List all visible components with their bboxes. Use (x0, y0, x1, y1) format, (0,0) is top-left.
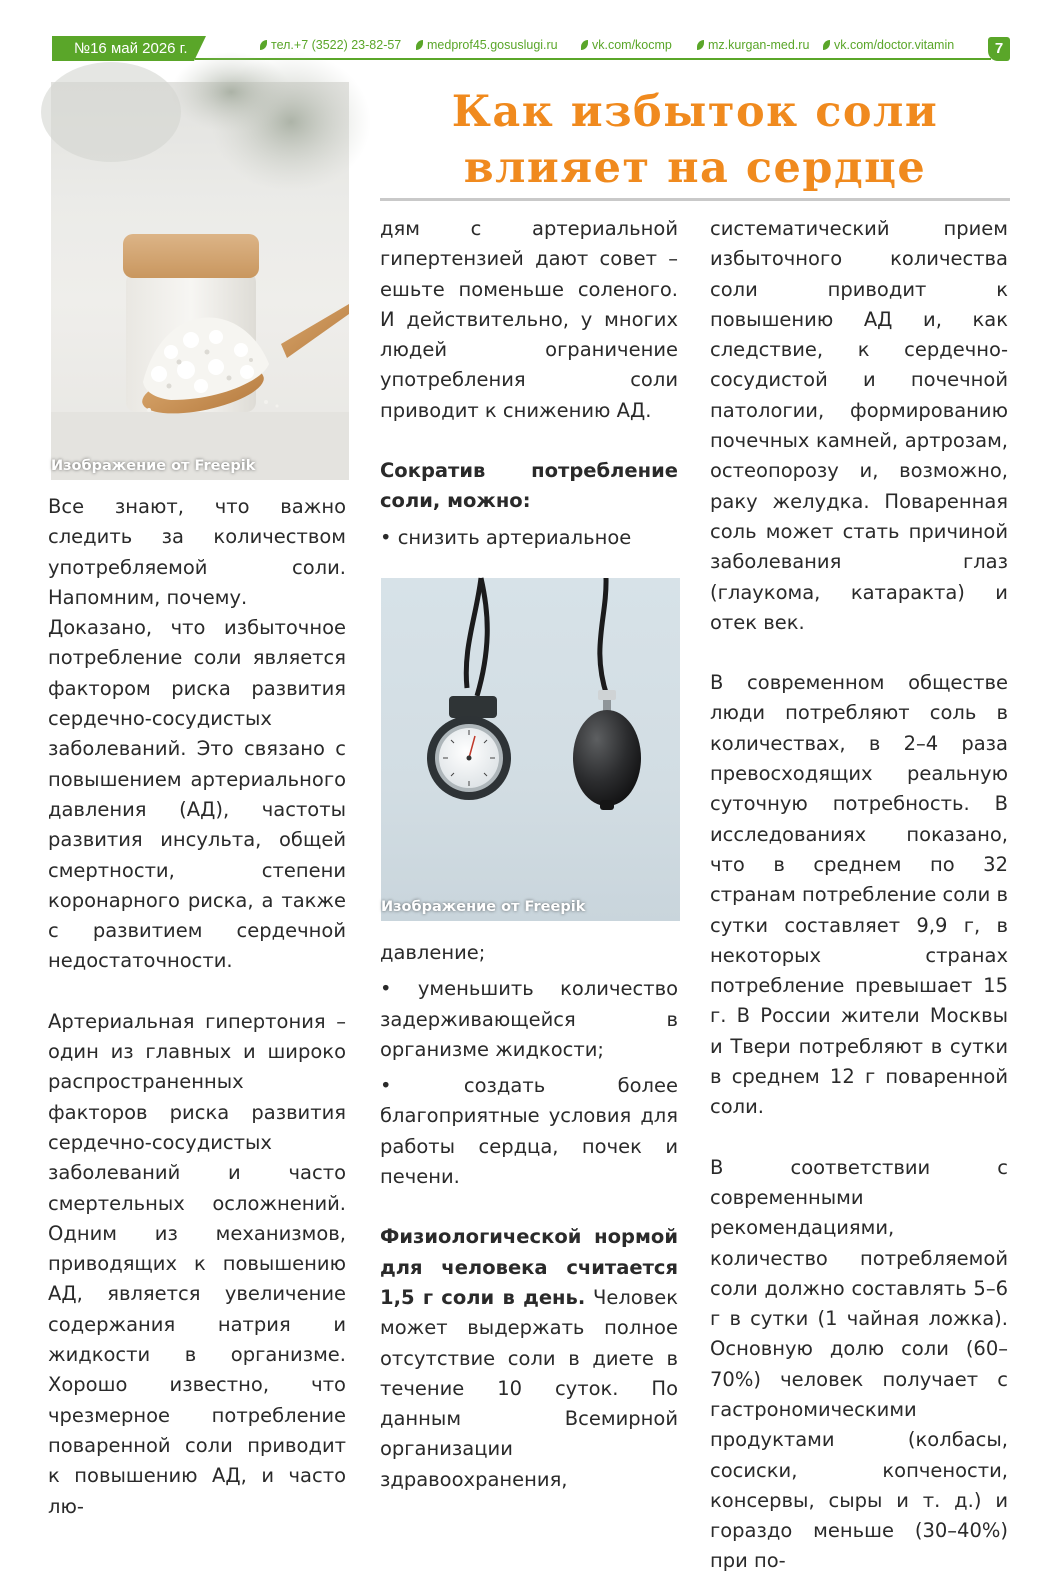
article-column-2-bottom (380, 938, 678, 1495)
header-link-vk-kocmp[interactable]: vk.com/kocmp (581, 38, 672, 52)
paragraph (380, 1222, 678, 1495)
paragraph: Доказано, что избыточное потребление соли является фактором риска развития сердечно-сосудистых заболеваний. Это связано с повышением артериального давления (АД), частоты развития инсульта, общей смертности, степени коронарного риска, а также с развитием сердечной недостаточности. (48, 616, 346, 973)
paragraph: дям с артериальной гипертензией дают совет – ешьте поменьше соленого. И действительно, у многих людей ограничение употребления соли приводит к снижению АД. (380, 217, 678, 422)
salt-spoon-illustration (51, 82, 349, 480)
norm-statement: Физиологической нормой для человека считается 1,5 г соли в день. (380, 1225, 678, 1309)
article-column-3 (710, 214, 1008, 1577)
header-link-vk-doctor[interactable]: vk.com/doctor.vitamin (823, 38, 954, 52)
leaf-icon (581, 40, 588, 50)
paragraph: Артериальная гипертония – один из главных и широко распространенных факторов риска развития сердечно-сосудистых заболеваний и часто смертельных осложнений. Одним из механизмов, приводящих к повышению АД, является увеличение содержания натрия и жидкости в организме. Хорошо известно, что чрезмерное потребление поваренной соли приводит к повышению АД, и часто лю- (48, 1009, 346, 1518)
section-heading: Сократив потребление соли, можно: (380, 459, 678, 513)
paragraph: В современном обществе люди потребляют соль в количествах, в 2–4 раза превосходящих реальную суточную потребность. В исследованиях показано, что в среднем по 32 странам потребление соли в сутки составляет 9,9 г, в некоторых странах потребление превышает 15 г. В России жители Москвы и Твери потребляют в сутки в среднем 12 г поваренной соли. (710, 671, 1009, 1119)
header-link-medprof[interactable]: medprof45.gosuslugi.ru (416, 38, 558, 52)
bullet-item: • уменьшить количество задерживающейся в организме жидкости; (380, 977, 678, 1061)
norm-continuation: Человек может выдержать полное отсутствие соли в диете в течение 10 суток. По данным Всемирной организации здравоохранения, (380, 1285, 678, 1491)
article-title-line1: Как избыток соли (451, 87, 939, 137)
bp-photo-credit: Изображение от Freepik (381, 899, 586, 915)
salt-photo-credit: Изображение от Freepik (51, 458, 256, 474)
article-title (380, 84, 1010, 196)
paragraph: В соответствии с современными рекомендациями, количество потребляемой соли должно составлять 5–6 г в сутки (1 чайная ложка). Основную долю соли (60–70%) человек получает с гастрономическими продуктами (колбасы, сосиски, копчености, консервы, сыры и т. д.) и гораздо меньше (30–40%) при по- (710, 1155, 1008, 1573)
bullet-item: • снизить артериальное (380, 525, 632, 549)
paragraph: Все знают, что важно следить за количеством употребляемой соли. Напомним, почему. (48, 495, 346, 609)
paragraph: систематический прием избыточного количества соли приводит к повышению АД и, как следствие, к сердечно-сосудистой и почечной патологии, формированию почечных камней, артрозам, остеопорозу и, возможно, раку желудка. Поваренная соль может стать причиной заболевания глаз (глаукома, катаракта) и отек век. (710, 217, 1008, 634)
leaf-icon (260, 40, 267, 50)
leaf-icon (416, 40, 423, 50)
header-link-phone[interactable]: тел.+7 (3522) 23-82-57 (260, 38, 401, 52)
blood-pressure-photo (381, 578, 680, 921)
article-column-2-top (380, 214, 678, 553)
salt-spoon-photo (51, 82, 349, 480)
bullet-item-continuation: давление; (380, 941, 486, 964)
article-column-1 (48, 492, 346, 1522)
leaf-icon (823, 40, 830, 50)
title-rule (380, 198, 1010, 201)
page-number: 7 (988, 37, 1010, 61)
header-link-mz[interactable]: mz.kurgan-med.ru (697, 38, 809, 52)
issue-badge: №16 май 2026 г. (52, 36, 194, 61)
header-links (0, 38, 1061, 56)
leaf-icon (697, 40, 704, 50)
bullet-item: • создать более благоприятные условия для работы сердца, почек и печени. (380, 1074, 678, 1189)
article-title-line2: влияет на сердце (463, 143, 927, 193)
tonometer-illustration (381, 578, 680, 921)
